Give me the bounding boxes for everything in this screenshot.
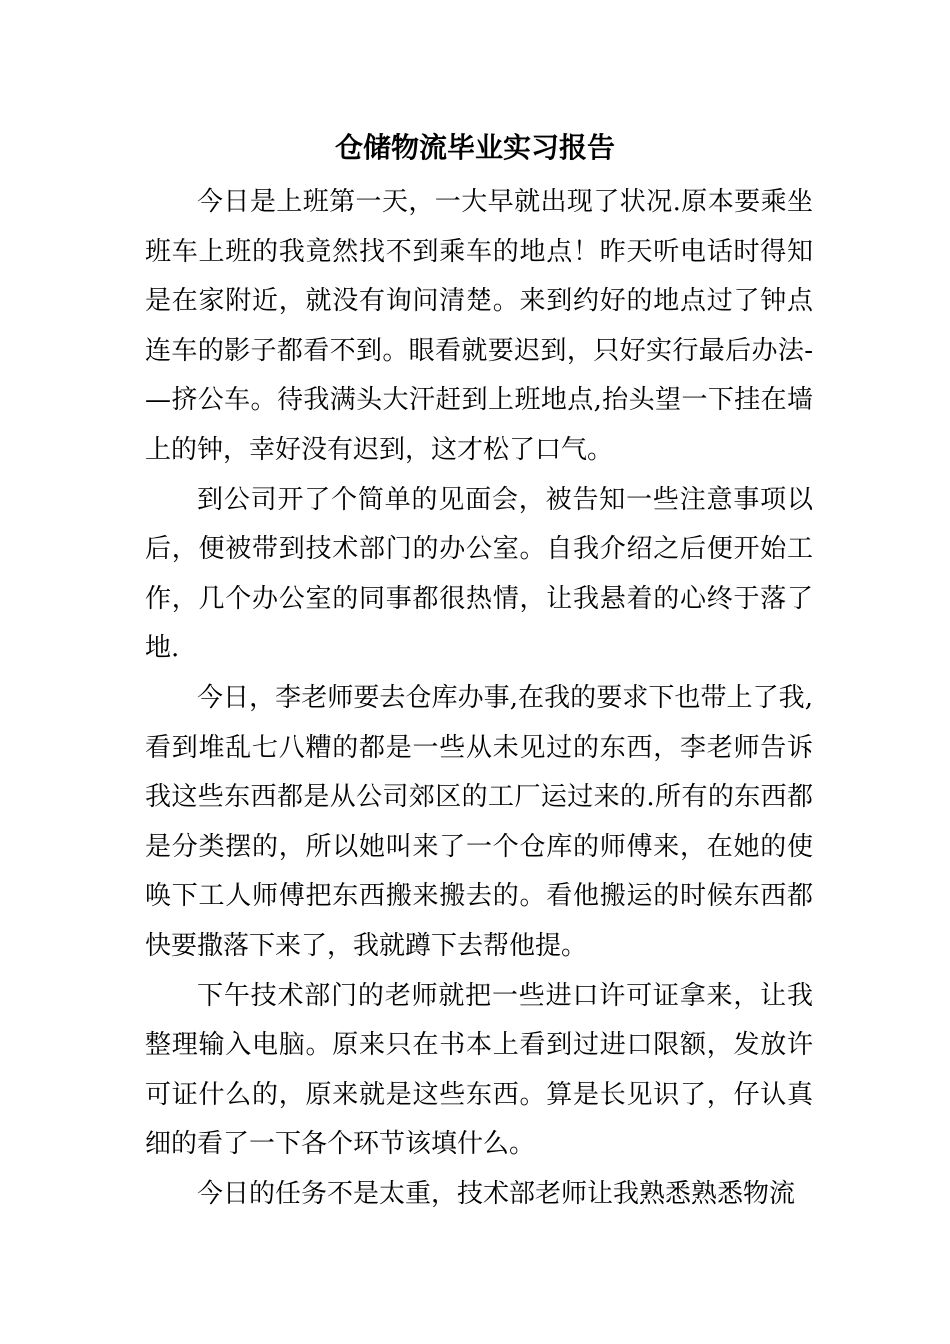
paragraph: 下午技术部门的老师就把一些进口许可证拿来，让我整理输入电脑。原来只在书本上看到过进口限额，发放许可证什么的，原来就是这些东西。算是长见识了，仔认真细的看了一下各个环节该填什么。 <box>145 980 813 1160</box>
paragraph: 到公司开了个简单的见面会，被告知一些注意事项以后，便被带到技术部门的办公室。自我介绍之后便开始工作，几个办公室的同事都很热情，让我悬着的心终于落了地. <box>145 484 813 664</box>
document-title: 仓储物流毕业实习报告 <box>334 131 615 164</box>
paragraph: 今日的任务不是太重，技术部老师让我熟悉熟悉物流 <box>197 1178 796 1209</box>
document-body <box>145 178 813 1219</box>
paragraph: 今日是上班第一天，一大早就出现了状况.原本要乘坐班车上班的我竟然找不到乘车的地点！昨天听电话时得知是在家附近，就没有询问清楚。来到约好的地点过了钟点连车的影子都看不到。眼看就要迟到，只好实行最后办法-—挤公车。待我满头大汗赶到上班地点,抬头望一下挂在墙上的钟，幸好没有迟到，这才松了口气。 <box>145 187 813 465</box>
paragraph: 今日，李老师要去仓库办事,在我的要求下也带上了我,看到堆乱七八糟的都是一些从未见过的东西，李老师告诉我这些东西都是从公司郊区的工厂运过来的.所有的东西都是分类摆的，所以她叫来了一个仓库的师傅来，在她的使唤下工人师傅把东西搬来搬去的。看他搬运的时候东西都快要撒落下来了，我就蹲下去帮他提。 <box>145 682 813 961</box>
